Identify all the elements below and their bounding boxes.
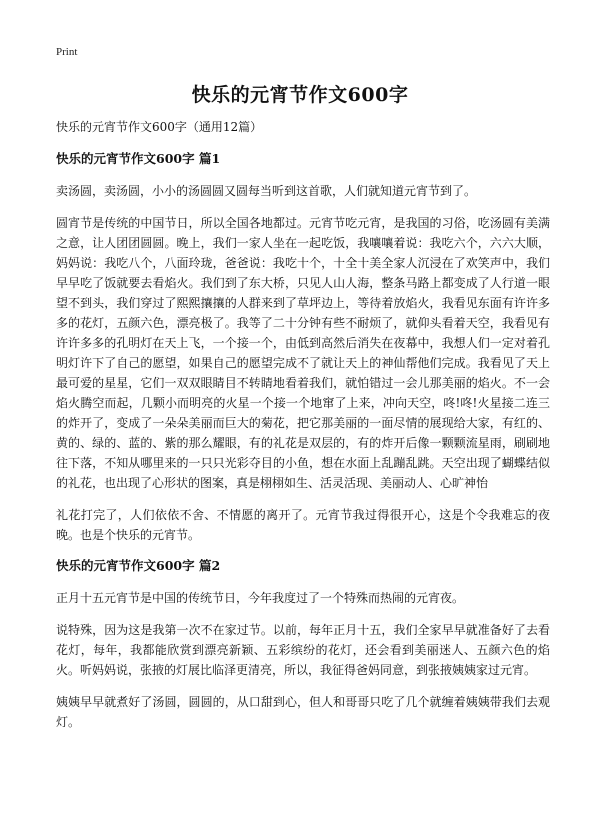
print-link[interactable]: Print <box>56 46 78 58</box>
paragraph: 姨姨早早就煮好了汤圆，圆圆的，从口甜到心，但人和哥哥只吃了几个就缠着姨姨带我们去观灯。 <box>56 695 550 729</box>
paragraph: 圆宵节是传统的中国节日，所以全国各地都过。元宵节吃元宵，是我国的习俗，吃汤圆有美满之意，让人团团圆圆。晚上，我们一家人坐在一起吃饭，我嚷嚷着说：我吃六个，六六大顺，妈妈说：我吃八个，八面玲珑，爸爸说：我吃十个，十全十美全家人沉浸在了欢笑声中，我们早早吃了饭就要去看焰火。我们到了东大桥，只见人山人海，整条马路上都变成了人行道一眼望不到头，我们穿过了熙熙攘攘的人群来到了草坪边上，等待着放焰火，我看见东面有许许多多的花灯，五颜六色，漂亮极了。我等了二十分钟有些不耐烦了，就仰头看着天空，我看见有许许多多的孔明灯在天上飞，一个接一个，由低到高然后消失在夜幕中，我想人们一定对着孔明灯许下了自己的愿望，如果自己的愿望完成不了就让天上的神仙帮他们完成。我看见了天上最可爱的星星，它们一双双眼睛目不转睛地看着我们，就怕错过一会儿那美丽的焰火。不一会焰火腾空而起，几颗小而明亮的火星一个接一个地窜了上来，冲向天空，咚!咚!火星接二连三的炸开了，变成了一朵朵美丽而巨大的菊花，把它那美丽的一面尽情的展现给大家，有红的、黄的、绿的、蓝的、紫的那么耀眼，有的礼花是双层的，有的炸开后像一颗颗流星雨，刷刷地往下落，不知从哪里来的一只只光彩夺目的小鱼，想在水面上乱蹦乱跳。天空出现了蝴蝶结似的礼花，也出现了心形状的图案，真是栩栩如生、活灵活现、美丽动人、心旷神怡 <box>56 216 550 490</box>
subtitle: 快乐的元宵节作文600字（通用12篇） <box>56 120 263 134</box>
paragraph: 卖汤圆，卖汤圆，小小的汤圆圆又圆每当听到这首歌，人们就知道元宵节到了。 <box>56 184 477 198</box>
article-body <box>56 118 550 744</box>
paragraph: 说特殊，因为这是我第一次不在家过节。以前，每年正月十五，我们全家早早就准备好了去看花灯，每年，我都能欣赏到漂亮新颖、五彩缤纷的花灯，还会看到美丽迷人、五颜六色的焰火。听妈妈说，张掖的灯展比临泽更清亮，所以，我征得爸妈同意，到张掖姨姨家过元宵。 <box>56 623 550 677</box>
paragraph: 礼花打完了，人们依依不舍、不情愿的离开了。元宵节我过得很开心，这是个令我难忘的夜晚。也是个快乐的元宵节。 <box>56 508 550 542</box>
section-heading-1: 快乐的元宵节作文600字 篇1 <box>56 151 221 166</box>
page-title: 快乐的元宵节作文600字 <box>191 84 409 106</box>
paragraph: 正月十五元宵节是中国的传统节日，今年我度过了一个特殊而热闹的元宵夜。 <box>56 591 465 605</box>
section-heading-2: 快乐的元宵节作文600字 篇2 <box>56 558 221 573</box>
